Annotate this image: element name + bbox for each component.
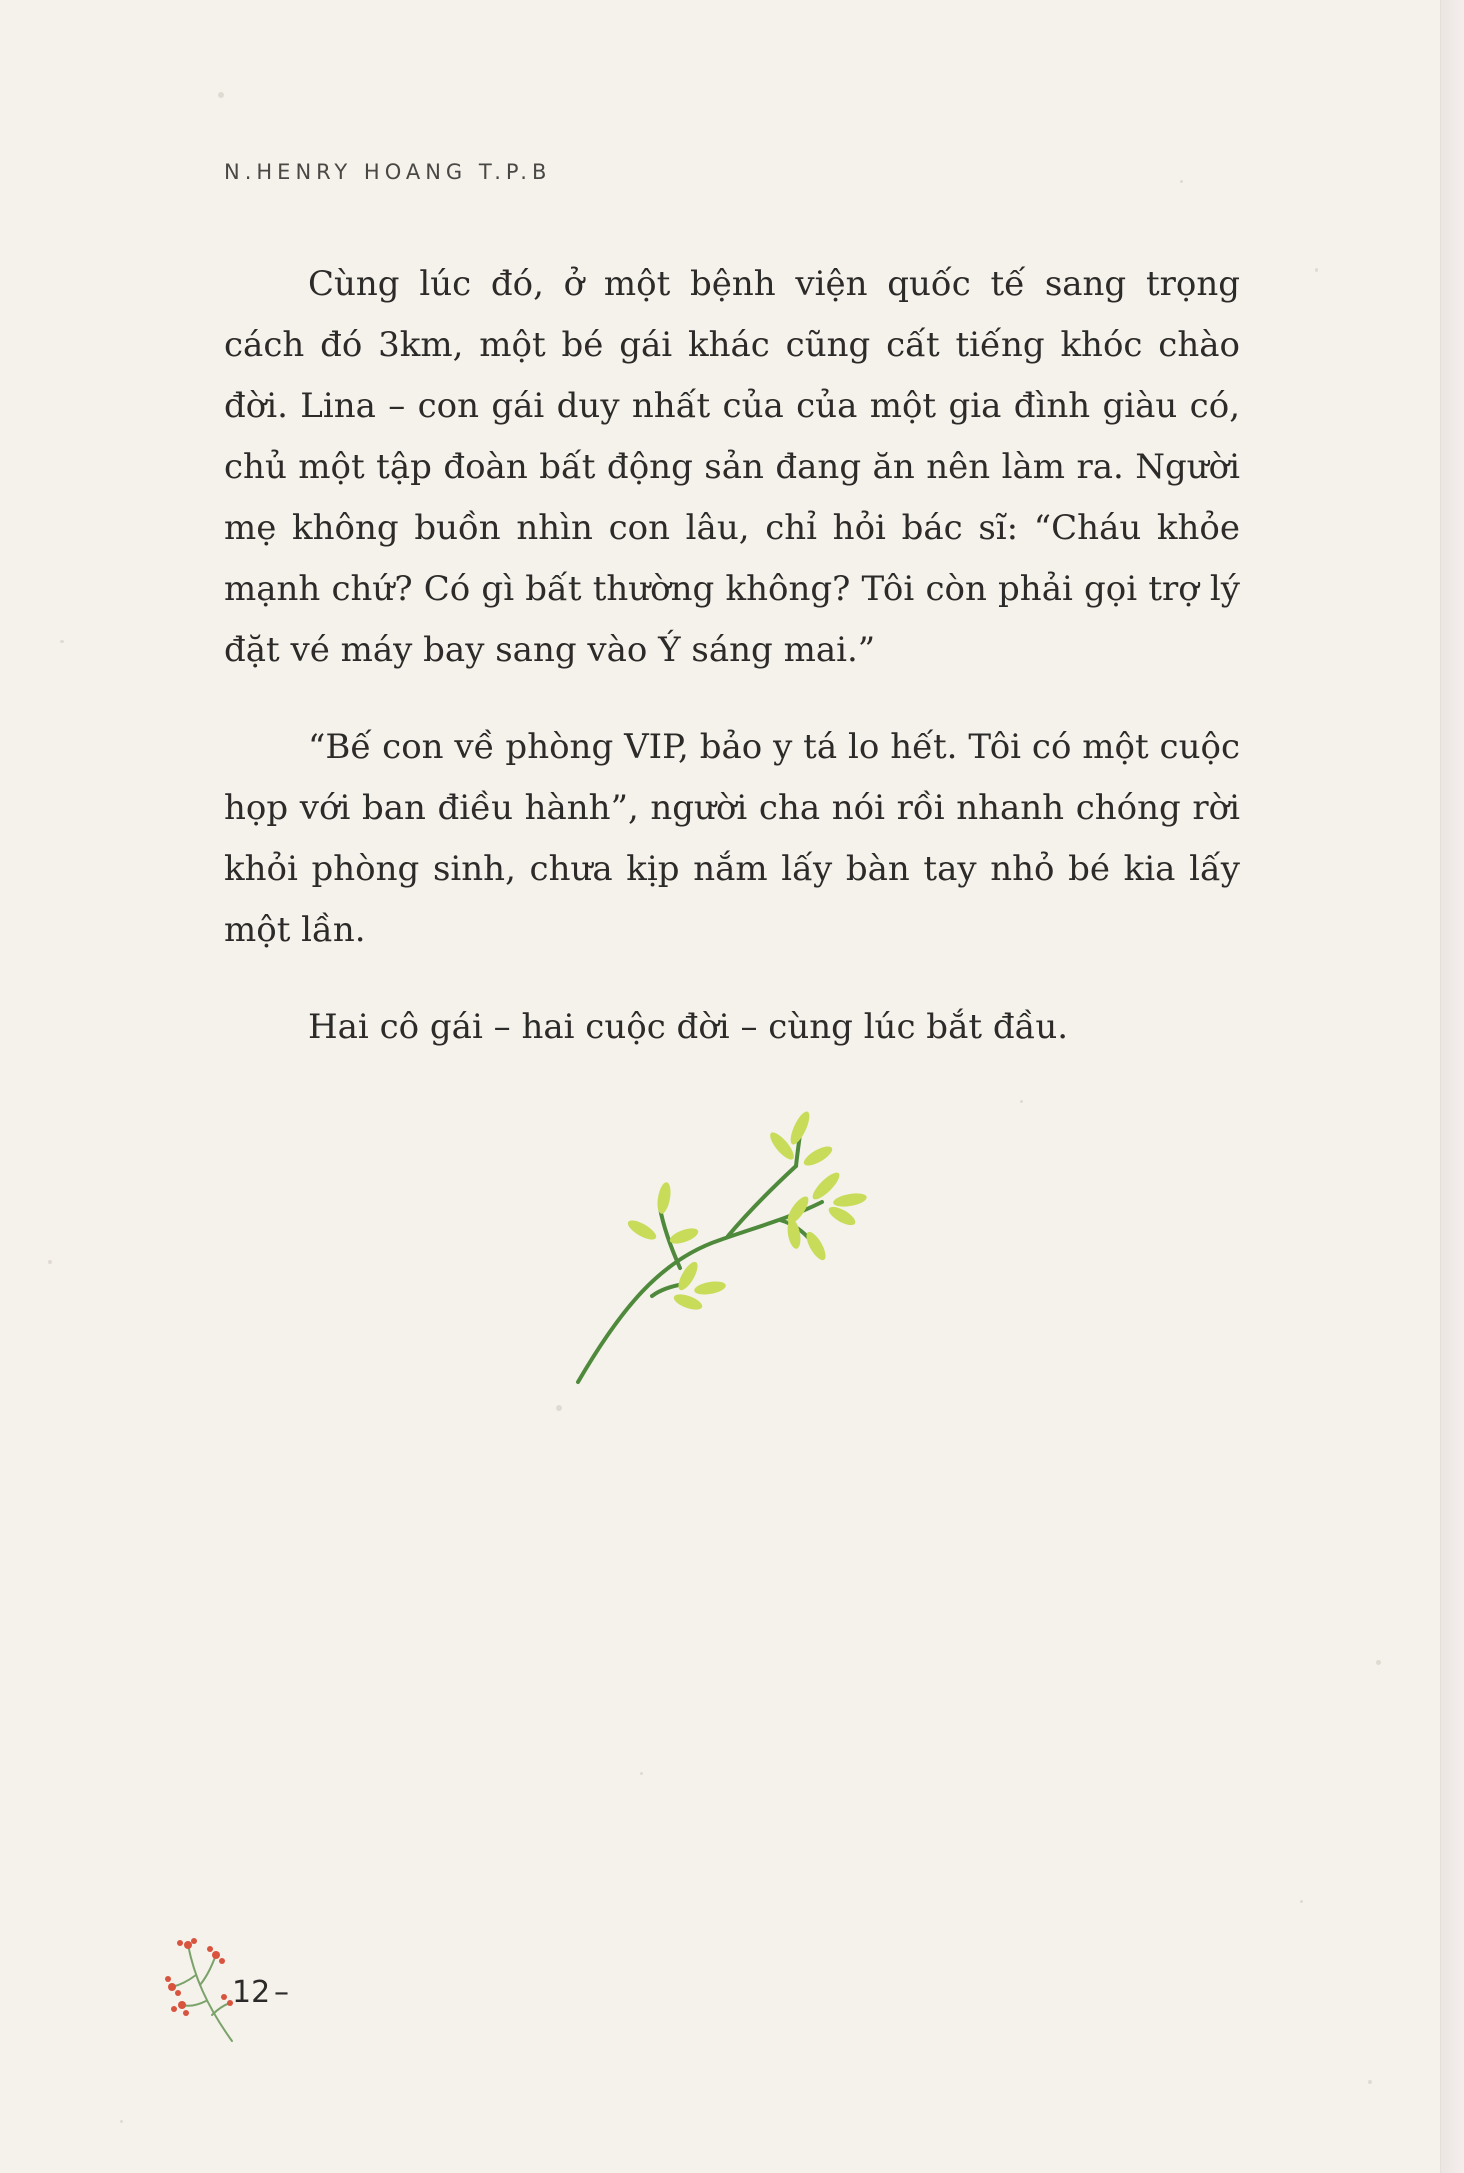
paragraph: Hai cô gái – hai cuộc đời – cùng lúc bắt đầu.: [308, 1007, 1069, 1047]
paragraph: Cùng lúc đó, ở một bệnh viện quốc tế sang trọng cách đó 3km, một bé gái khác cũng cất tiếng khóc chào đời. Lina – con gái duy nhất của của một gia đình giàu có, chủ một tập đoàn bất động sản đang ăn nên làm ra. Người mẹ không buồn nhìn con lâu, chỉ hỏi bác sĩ: “Cháu khỏe mạnh chứ? Có gì bất thường không? Tôi còn phải gọi trợ lý đặt vé máy bay sang vào Ý sáng mai.”: [224, 264, 1240, 670]
page-number-separator: –: [274, 1975, 289, 2010]
body-text: [224, 254, 1240, 1094]
leafy-branch-icon: [560, 1100, 900, 1400]
paragraph: “Bế con về phòng VIP, bảo y tá lo hết. Tôi có một cuộc họp với ban điều hành”, người cha nói rồi nhanh chóng rời khỏi phòng sinh, chưa kịp nắm lấy bàn tay nhỏ bé kia lấy một lần.: [224, 727, 1240, 950]
flower-sprig-icon: [162, 1935, 242, 2045]
page-edge: [1440, 0, 1464, 2173]
running-head: N.HENRY HOANG T.P.B: [224, 160, 552, 184]
page-number: 12: [232, 1975, 271, 2010]
